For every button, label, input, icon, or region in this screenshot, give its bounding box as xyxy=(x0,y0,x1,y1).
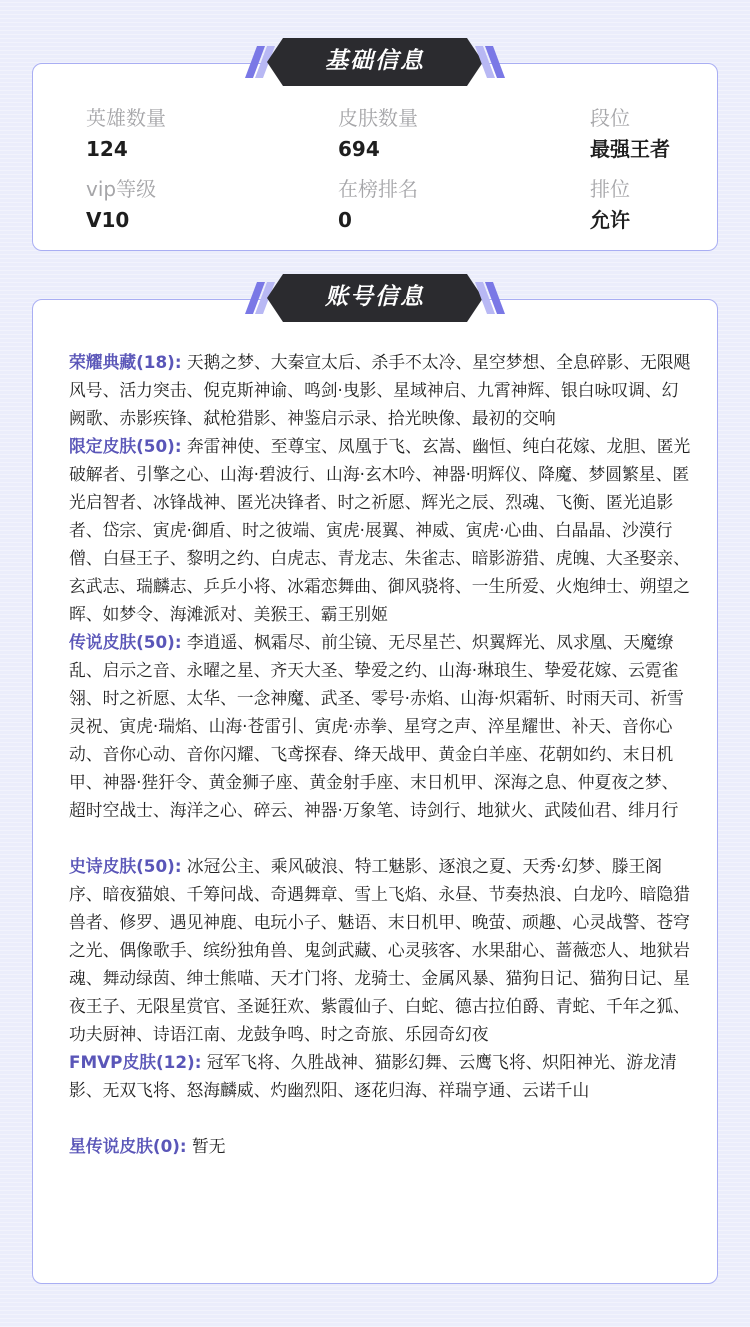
section-fmvp-skins xyxy=(69,1048,695,1104)
rank-tier-label: 段位 xyxy=(590,106,630,130)
section-legend-skins-label: 传说皮肤(50): xyxy=(69,632,182,652)
section-star-legend-skins xyxy=(69,1132,695,1160)
section-epic-skins-label: 史诗皮肤(50): xyxy=(69,856,182,876)
ranked-allowed-label: 排位 xyxy=(590,177,630,201)
field-hero-count xyxy=(86,105,166,163)
basic-info-title: 基础信息 xyxy=(325,48,425,74)
hero-count-label: 英雄数量 xyxy=(86,106,166,130)
section-legend-skins-items: 李逍遥、枫霜尽、前尘镜、无尽星芒、炽翼辉光、凤求凰、天魔缭乱、启示之音、永曜之星、齐天大圣、挚爱之约、山海·琳琅生、挚爱花嫁、云霓雀翎、时之祈愿、太华、一念神魔、武圣、零号·赤焰、山海·炽霜斩、时雨天司、祈雪灵祝、寅虎·瑞焰、山海·苍雷引、寅虎·赤拳、星穹之声、淬星耀世、补天、音你心动、音你心动、音你闪耀、飞鸢探春、绛天战甲、黄金白羊座、花朝如约、末日机甲、神器·狴犴令、黄金狮子座、黄金射手座、末日机甲、深海之息、仲夏夜之梦、超时空战士、海洋之心、碎云、神器·万象笔、诗剑行、地狱火、武陵仙君、绯月行 xyxy=(69,632,684,820)
section-limited-skins-items: 奔雷神使、至尊宝、凤凰于飞、玄嵩、幽恒、纯白花嫁、龙胆、匿光破解者、引擎之心、山海·碧波行、山海·玄木吟、神器·明辉仪、降魔、梦圆繁星、匿光启智者、冰锋战神、匿光决锋者、时之祈愿、辉光之辰、烈魂、飞衡、匿光追影者、岱宗、寅虎·御盾、时之彼端、寅虎·展翼、神威、寅虎·心曲、白晶晶、沙漠行僧、白昼王子、黎明之约、白虎志、青龙志、朱雀志、暗影游猎、虎魄、大圣娶亲、玄武志、瑞麟志、乒乒小将、冰霜恋舞曲、御风骁将、一生所爱、火炮绅士、朔望之晖、如梦令、海滩派对、美猴王、霸王别姬 xyxy=(69,436,691,624)
skin-count-label: 皮肤数量 xyxy=(338,106,418,130)
section-glory-collection-label: 荣耀典藏(18): xyxy=(69,352,182,372)
section-epic-skins-items: 冰冠公主、乘风破浪、特工魅影、逐浪之夏、天秀·幻梦、滕王阁序、暗夜猫娘、千筹问战、奇遇舞章、雪上飞焰、永昼、节奏热浪、白龙吟、暗隐猎兽者、修罗、遇见神鹿、电玩小子、魅语、末日机甲、晚萤、顽趣、心灵战警、苍穹之光、偶像歌手、缤纷独角兽、鬼剑武藏、心灵骇客、水果甜心、蔷薇恋人、地狱岩魂、舞动绿茵、绅士熊喵、天才门将、龙骑士、金属风暴、猫狗日记、猫狗日记、星夜王子、无限星赏官、圣诞狂欢、紫霞仙子、白蛇、德古拉伯爵、青蛇、千年之狐、功夫厨神、诗语江南、龙鼓争鸣、时之奇旅、乐园奇幻夜 xyxy=(69,856,690,1044)
skin-sections xyxy=(69,348,695,1160)
field-vip-level xyxy=(86,176,156,234)
rank-tier-value: 最强王者 xyxy=(590,137,670,161)
banner-right-stripes-icon xyxy=(475,46,505,78)
field-skin-count xyxy=(338,105,418,163)
banner-right-stripes-icon xyxy=(475,282,505,314)
section-fmvp-skins-items: 冠军飞将、久胜战神、猫影幻舞、云鹰飞将、炽阳神光、游龙清影、无双飞将、怒海麟威、灼幽烈阳、逐花归海、祥瑞亨通、云诺千山 xyxy=(69,1052,677,1100)
section-epic-skins xyxy=(69,852,695,1048)
section-glory-collection xyxy=(69,348,695,432)
field-ranked-allowed xyxy=(590,176,630,234)
account-info-banner xyxy=(245,274,505,322)
field-rank-tier xyxy=(590,105,670,163)
section-star-legend-skins-label: 星传说皮肤(0): xyxy=(69,1136,187,1156)
account-info-title: 账号信息 xyxy=(325,284,425,310)
hero-count-value: 124 xyxy=(86,137,128,161)
section-legend-skins xyxy=(69,628,695,824)
leaderboard-rank-label: 在榜排名 xyxy=(338,177,418,201)
account-info-card xyxy=(32,299,718,1284)
basic-info-card xyxy=(32,63,718,251)
section-star-legend-skins-items: 暂无 xyxy=(191,1136,226,1156)
vip-level-value: V10 xyxy=(86,208,130,232)
skin-count-value: 694 xyxy=(338,137,380,161)
section-limited-skins-label: 限定皮肤(50): xyxy=(69,436,182,456)
section-fmvp-skins-label: FMVP皮肤(12): xyxy=(69,1052,202,1072)
section-limited-skins xyxy=(69,432,695,628)
ranked-allowed-value: 允许 xyxy=(590,208,630,232)
basic-info-banner xyxy=(245,38,505,86)
field-leaderboard-rank xyxy=(338,176,418,234)
vip-level-label: vip等级 xyxy=(86,177,157,201)
section-glory-collection-items: 天鹅之梦、大秦宣太后、杀手不太冷、星空梦想、全息碎影、无限飓风号、活力突击、倪克斯神谕、鸣剑·曳影、星域神启、九霄神辉、银白咏叹调、幻阙歌、赤影疾锋、弑枪猎影、神鉴启示录、拾光映像、最初的交响 xyxy=(69,352,691,428)
leaderboard-rank-value: 0 xyxy=(338,208,352,232)
